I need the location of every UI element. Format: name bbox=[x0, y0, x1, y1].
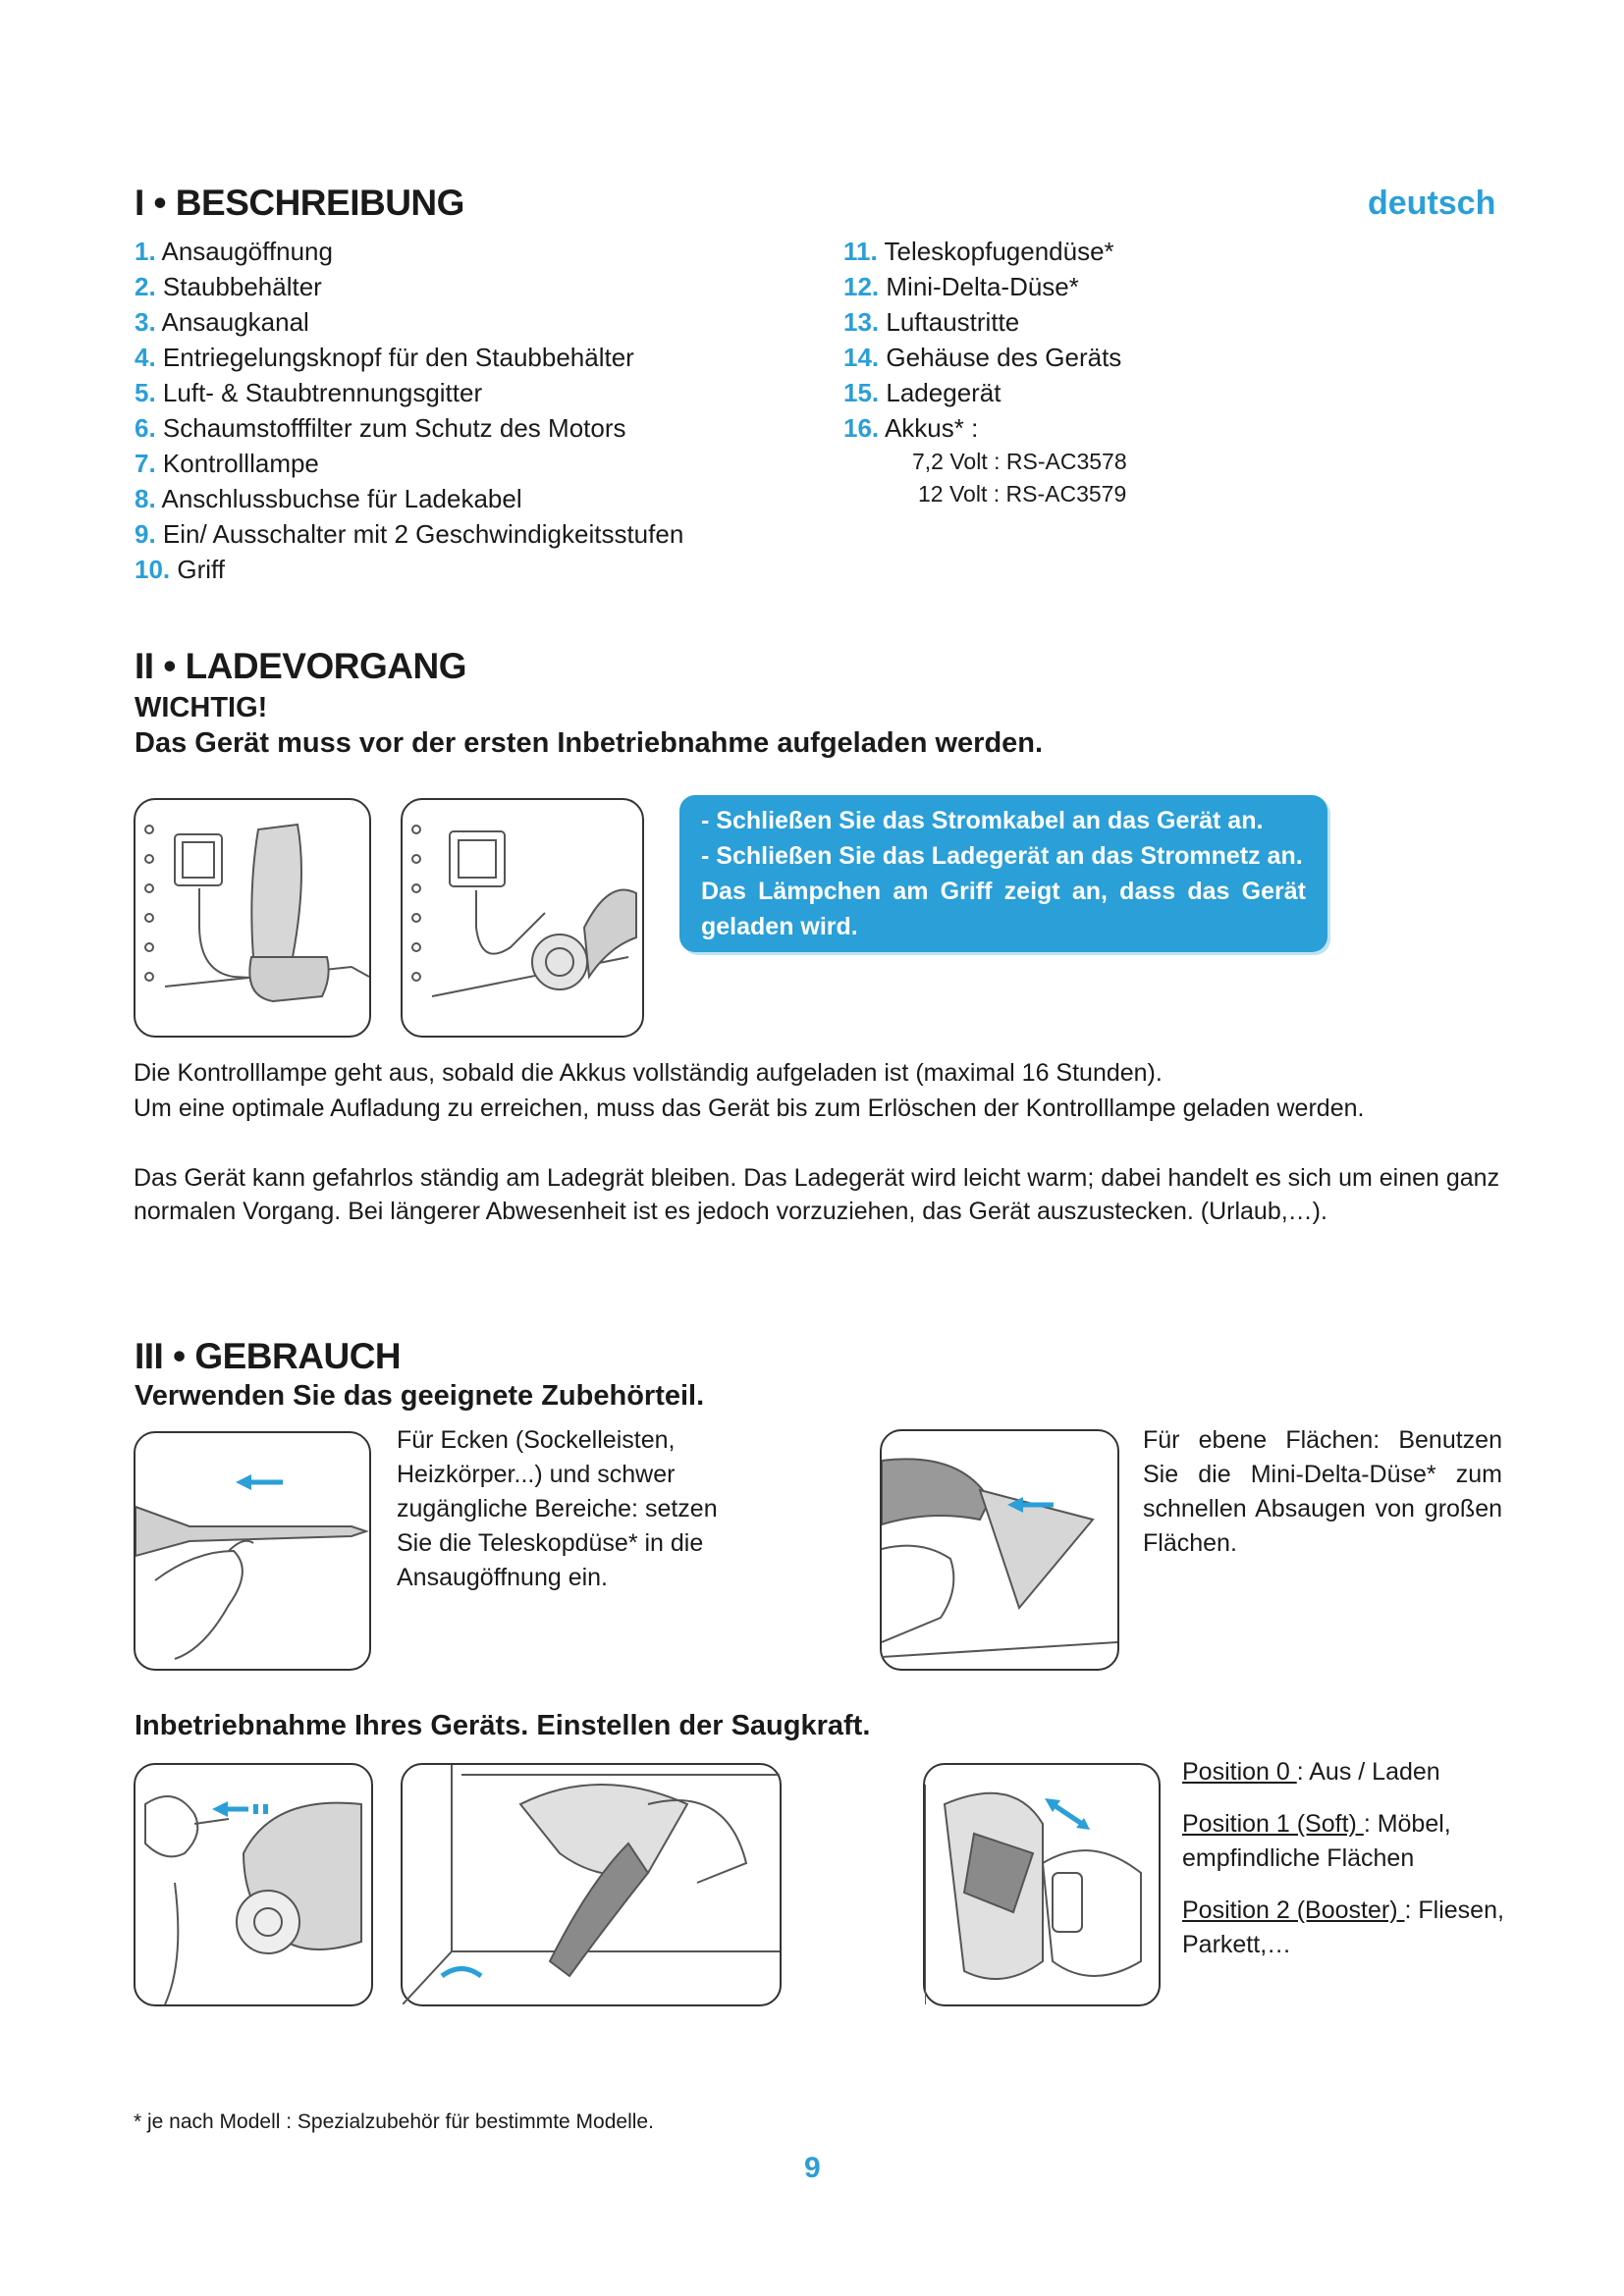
operation-subtitle: Inbetriebnahme Ihres Geräts. Einstellen der Saugkraft. bbox=[135, 1710, 871, 1741]
parts-list-left bbox=[135, 234, 822, 587]
list-item: 3. Ansaugkanal bbox=[135, 307, 309, 337]
list-item: 2. Staubbehälter bbox=[135, 272, 322, 301]
charging-illustration-wall-charger bbox=[134, 798, 371, 1038]
charging-paragraph-2: Das Gerät kann gefahrlos ständig am Ladegrät bleiben. Das Ladegerät wird leicht warm; dabei handelt es sich um einen ganz normalen Vorgang. Bei längerer Abwesenheit ist es jedoch vorzuziehen, das Gerät auszustecken. (Urlaub,…). bbox=[134, 1164, 1500, 1225]
list-item: 6. Schaumstofffilter zum Schutz des Motors bbox=[135, 413, 626, 443]
section-title-description: I • BESCHREIBUNG bbox=[135, 183, 464, 223]
list-item: 10. Griff bbox=[135, 555, 226, 584]
delta-nozzle-illustration bbox=[880, 1429, 1119, 1671]
page-number: 9 bbox=[804, 2152, 821, 2184]
charging-notice: Das Gerät muss vor der ersten Inbetriebnahme aufgeladen werden. bbox=[135, 727, 1044, 759]
charging-illustration-plug-device bbox=[401, 798, 644, 1038]
telescopic-nozzle-text: Für Ecken (Sockelleisten, Heizkörper...) und schwer zugängliche Bereiche: setzen Sie die Teleskopdüse* in die Ansaugöffnung ein. bbox=[397, 1426, 718, 1591]
section-title-usage: III • GEBRAUCH bbox=[135, 1336, 402, 1376]
list-item: 9. Ein/ Ausschalter mit 2 Geschwindigkeitsstufen bbox=[135, 519, 684, 549]
list-item: 8. Anschlussbuchse für Ladekabel bbox=[135, 484, 522, 513]
parts-list-right bbox=[843, 234, 1393, 510]
list-item: 16. Akkus* : bbox=[843, 413, 979, 443]
charging-instructions-box bbox=[679, 795, 1327, 952]
position-0: Position 0 : Aus / Laden bbox=[1182, 1758, 1440, 1786]
list-item: 14. Gehäuse des Geräts bbox=[843, 343, 1122, 372]
list-item: 1. Ansaugöffnung bbox=[135, 237, 333, 266]
charging-paragraph-1-line-2: Um eine optimale Aufladung zu erreichen, muss das Gerät bis zum Erlöschen der Kontrolllampe geladen werden. bbox=[134, 1095, 1365, 1122]
battery-line: 12 Volt : RS-AC3579 bbox=[918, 481, 1127, 507]
position-2: Position 2 (Booster) : Fliesen, Parkett,… bbox=[1182, 1896, 1504, 1958]
instruction-line: - Schließen Sie das Ladegerät an das Stromnetz an. bbox=[701, 842, 1303, 870]
power-positions bbox=[1182, 1755, 1516, 1962]
charging-paragraph-1-line-1: Die Kontrolllampe geht aus, sobald die Akkus vollständig aufgeladen ist (maximal 16 Stunden). bbox=[134, 1059, 1163, 1087]
vacuum-corner-illustration bbox=[401, 1763, 782, 2006]
list-item: 12. Mini-Delta-Düse* bbox=[843, 272, 1079, 301]
language-label: deutsch bbox=[1368, 185, 1496, 222]
telescopic-nozzle-illustration bbox=[134, 1431, 371, 1671]
battery-line: 7,2 Volt : RS-AC3578 bbox=[912, 449, 1127, 474]
instruction-line: - Schließen Sie das Stromkabel an das Gerät an. bbox=[701, 807, 1264, 834]
list-item: 13. Luftaustritte bbox=[843, 307, 1020, 337]
speed-switch-illustration bbox=[923, 1763, 1161, 2006]
list-item: 7. Kontrolllampe bbox=[135, 449, 319, 478]
important-label: WICHTIG! bbox=[135, 692, 268, 723]
list-item: 5. Luft- & Staubtrennungsgitter bbox=[135, 378, 483, 407]
footnote: * je nach Modell : Spezialzubehör für bestimmte Modelle. bbox=[134, 2110, 654, 2133]
list-item: 15. Ladegerät bbox=[843, 378, 1001, 407]
position-1: Position 1 (Soft) : Möbel, empfindliche Flächen bbox=[1182, 1810, 1451, 1872]
delta-nozzle-text: Für ebene Flächen: Benutzen Sie die Mini-Delta-Düse* zum schnellen Absaugen von großen Flächen. bbox=[1143, 1426, 1502, 1557]
usage-subtitle: Verwenden Sie das geeignete Zubehörteil. bbox=[135, 1380, 705, 1412]
list-item: 11. Teleskopfugendüse* bbox=[843, 237, 1114, 266]
instruction-line: Das Lämpchen am Griff zeigt an, dass das Gerät geladen wird. bbox=[701, 878, 1306, 940]
list-item: 4. Entriegelungsknopf für den Staubbehälter bbox=[135, 343, 634, 372]
section-title-charging: II • LADEVORGANG bbox=[135, 646, 466, 686]
unplug-illustration bbox=[134, 1763, 373, 2006]
